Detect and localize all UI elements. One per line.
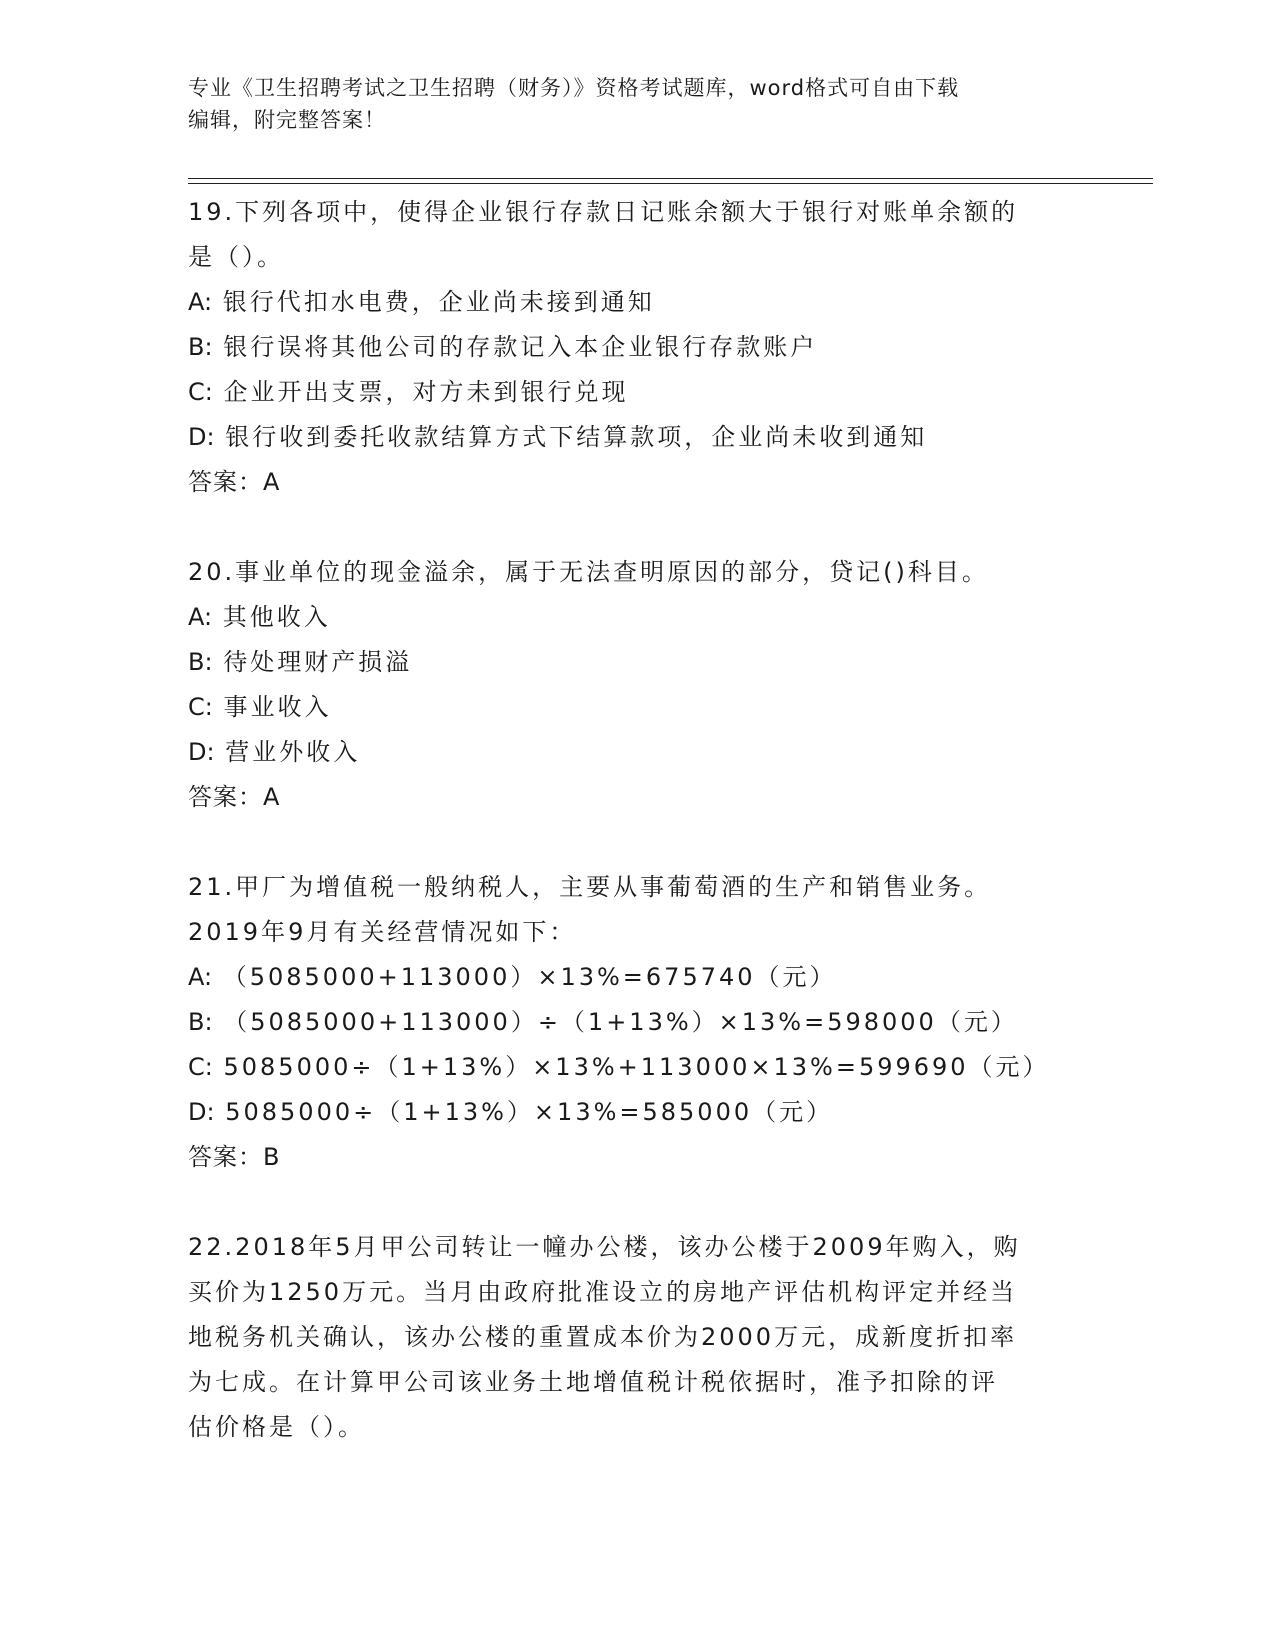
header-line-1: 专业《卫生招聘考试之卫生招聘（财务）》资格考试题库，word格式可自由下载 (188, 76, 960, 100)
question-19 (188, 190, 1088, 505)
option-d: D: 营业外收入 (188, 738, 361, 766)
stem-line: 为七成。在计算甲公司该业务土地增值税计税依据时，准予扣除的评 (188, 1368, 998, 1396)
option-c: C: 企业开出支票，对方未到银行兑现 (188, 378, 629, 406)
answer-label: 答案：A (188, 468, 281, 496)
stem-line: 19.下列各项中，使得企业银行存款日记账余额大于银行对账单余额的 (188, 198, 1019, 226)
option-b: B: 待处理财产损溢 (188, 648, 413, 676)
question-stem (188, 865, 1088, 955)
question-20 (188, 550, 1088, 820)
stem-line: 20.事业单位的现金溢余，属于无法查明原因的部分，贷记()科目。 (188, 558, 989, 586)
stem-line: 21.甲厂为增值税一般纳税人，主要从事葡萄酒的生产和销售业务。 (188, 873, 992, 901)
option-a: A: （5085000+113000）×13%=675740（元） (188, 963, 837, 991)
question-stem (188, 1225, 1088, 1450)
answer-label: 答案：B (188, 1143, 281, 1171)
stem-line: 买价为1250万元。当月由政府批准设立的房地产评估机构评定并经当 (188, 1278, 1018, 1306)
question-stem (188, 190, 1088, 280)
option-a: A: 银行代扣水电费，企业尚未接到通知 (188, 288, 655, 316)
option-c: C: 事业收入 (188, 693, 332, 721)
question-stem (188, 550, 1088, 595)
option-d: D: 5085000÷（1+13%）×13%=585000（元） (188, 1098, 834, 1126)
answer-label: 答案：A (188, 783, 281, 811)
option-d: D: 银行收到委托收款结算方式下结算款项，企业尚未收到通知 (188, 423, 928, 451)
header-divider-bottom (188, 183, 1153, 184)
header-divider-top (188, 178, 1153, 179)
stem-line: 估价格是（）。 (188, 1413, 365, 1441)
option-a: A: 其他收入 (188, 603, 331, 631)
document-header (188, 72, 1068, 136)
stem-line: 是（）。 (188, 243, 284, 271)
option-c: C: 5085000÷（1+13%）×13%+113000×13%=599690（元） (188, 1053, 1050, 1081)
stem-line: 2019年9月有关经营情况如下： (188, 918, 577, 946)
question-list (188, 190, 1088, 1450)
stem-line: 22.2018年5月甲公司转让一幢办公楼，该办公楼于2009年购入，购 (188, 1233, 1021, 1261)
stem-line: 地税务机关确认，该办公楼的重置成本价为2000万元，成新度折扣率 (188, 1323, 1018, 1351)
header-line-2: 编辑，附完整答案！ (188, 108, 386, 132)
question-22 (188, 1225, 1088, 1450)
option-b: B: 银行误将其他公司的存款记入本企业银行存款账户 (188, 333, 818, 361)
question-21 (188, 865, 1088, 1180)
option-b: B: （5085000+113000）÷（1+13%）×13%=598000（元） (188, 1008, 1018, 1036)
